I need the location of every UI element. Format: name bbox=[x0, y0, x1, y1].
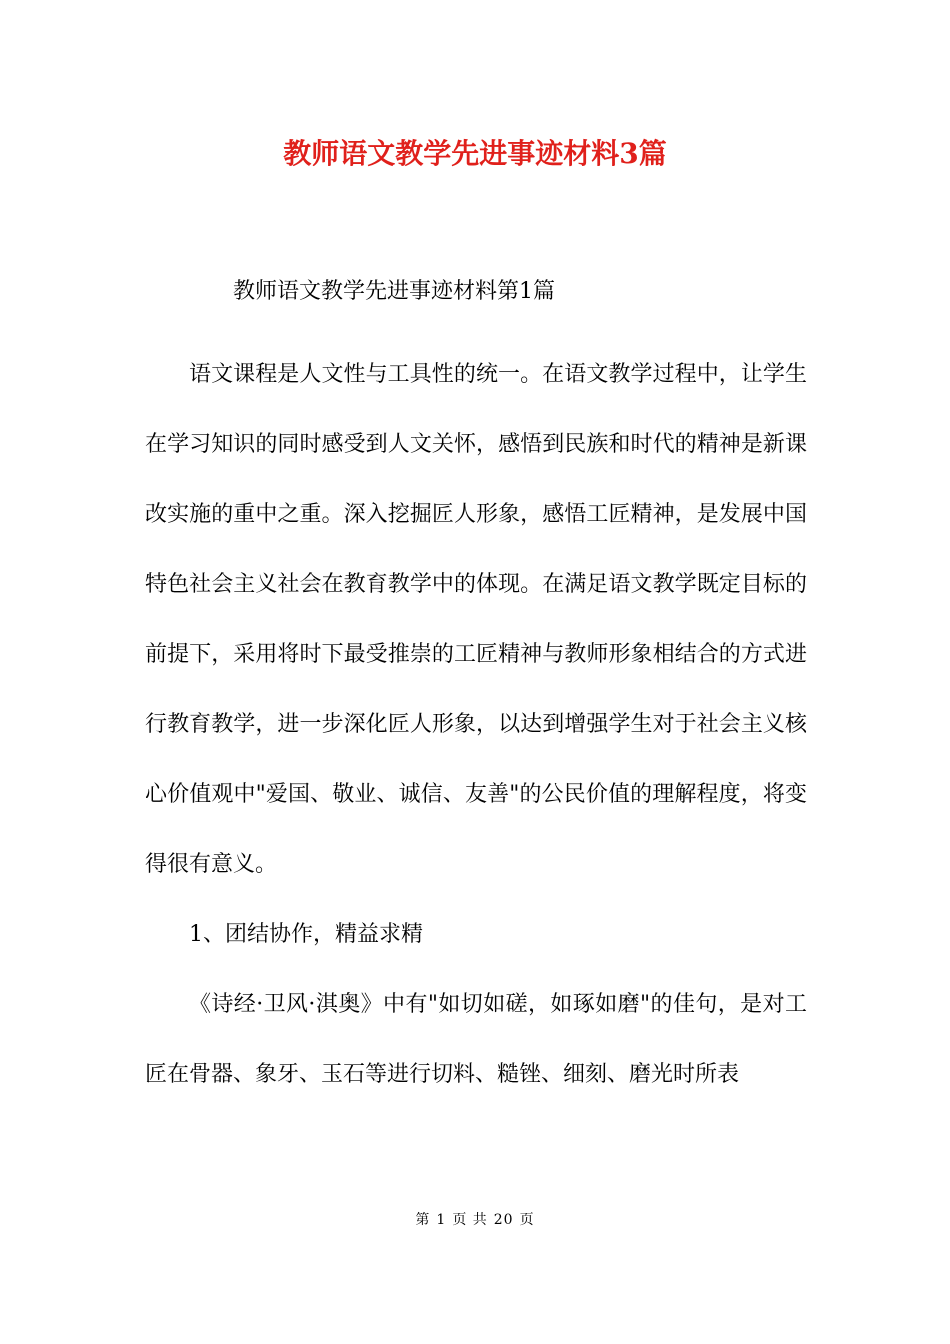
page-footer bbox=[0, 1210, 950, 1230]
paragraph: 语文课程是人文性与工具性的统一。在语文教学过程中，让学生在学习知识的同时感受到人文关怀，感悟到民族和时代的精神是新课改实施的重中之重。深入挖掘匠人形象，感悟工匠精神，是发展中国特色社会主义社会在教育教学中的体现。在满足语文教学既定目标的前提下，采用将时下最受推崇的工匠精神与教师形象相结合的方式进行教育教学，进一步深化匠人形象，以达到增强学生对于社会主义核心价值观中"爱国、敬业、诚信、友善"的公民价值的理解程度，将变得很有意义。 bbox=[145, 362, 807, 877]
page-title: 教师语文教学先进事迹材料3篇 bbox=[283, 137, 667, 170]
footer-suffix: 页 bbox=[519, 1212, 535, 1228]
footer-prefix: 第 bbox=[415, 1212, 431, 1228]
footer-total-pages: 20 bbox=[493, 1212, 514, 1228]
paragraph: 《诗经·卫风·淇奥》中有"如切如磋，如琢如磨"的佳句，是对工匠在骨器、象牙、玉石等进行切料、糙锉、细刻、磨光时所表 bbox=[145, 992, 807, 1087]
document-body bbox=[145, 272, 807, 1110]
paragraph-list-heading: 1、团结协作，精益求精 bbox=[189, 922, 423, 947]
section-heading: 教师语文教学先进事迹材料第1篇 bbox=[233, 279, 555, 304]
footer-page-number: 1 bbox=[436, 1212, 447, 1228]
footer-middle: 页 共 bbox=[452, 1212, 488, 1228]
